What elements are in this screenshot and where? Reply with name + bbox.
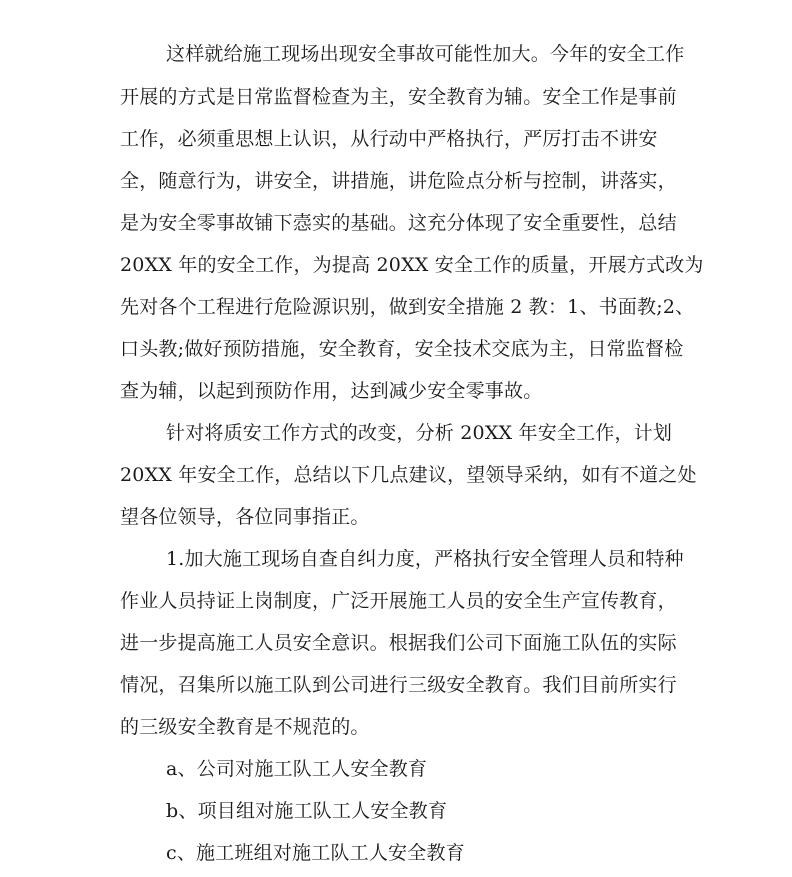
text-line: 针对将质安工作方式的改变，分析 20XX 年安全工作，计划 — [166, 422, 673, 444]
text-line: 这样就给施工现场出现安全事故可能性加大。今年的安全工作 — [166, 43, 685, 65]
text-line: 情况，召集所以施工队到公司进行三级安全教育。我们目前所实行 — [120, 674, 677, 696]
text-line: 1.加大施工现场自查自纠力度，严格执行安全管理人员和特种 — [166, 548, 684, 570]
list-item: b、项目组对施工队工人安全教育 — [166, 800, 448, 822]
text-line: 全，随意行为，讲安全，讲措施，讲危险点分析与控制，讲落实， — [120, 170, 677, 192]
text-line: 作业人员持证上岗制度，广泛开展施工人员的安全生产宣传教育， — [120, 590, 677, 612]
list-item: c、施工班组对施工队工人安全教育 — [166, 842, 465, 864]
list-item: a、公司对施工队工人安全教育 — [166, 758, 428, 780]
text-line: 查为辅，以起到预防作用，达到减少安全零事故。 — [120, 380, 543, 402]
text-line: 20XX 年的安全工作，为提高 20XX 安全工作的质量，开展方式改为 — [120, 254, 704, 276]
text-line: 20XX 年安全工作，总结以下几点建议，望领导采纳，如有不道之处 — [120, 464, 697, 486]
text-line: 望各位领导，各位同事指正。 — [120, 506, 370, 528]
text-line: 开展的方式是日常监督检查为主，安全教育为辅。安全工作是事前 — [120, 86, 677, 108]
text-line: 口头教;做好预防措施，安全教育，安全技术交底为主，日常监督检 — [120, 338, 684, 360]
text-line: 的三级安全教育是不规范的。 — [120, 716, 370, 738]
text-line: 进一步提高施工人员安全意识。根据我们公司下面施工队伍的实际 — [120, 632, 677, 654]
text-line: 工作，必须重思想上认识，从行动中严格执行，严厉打击不讲安 — [120, 128, 658, 150]
text-line: 先对各个工程进行危险源识别，做到安全措施 2 教：1、书面教;2、 — [120, 296, 695, 318]
text-line: 是为安全零事故铺下悫实的基础。这充分体现了安全重要性，总结 — [120, 212, 677, 234]
